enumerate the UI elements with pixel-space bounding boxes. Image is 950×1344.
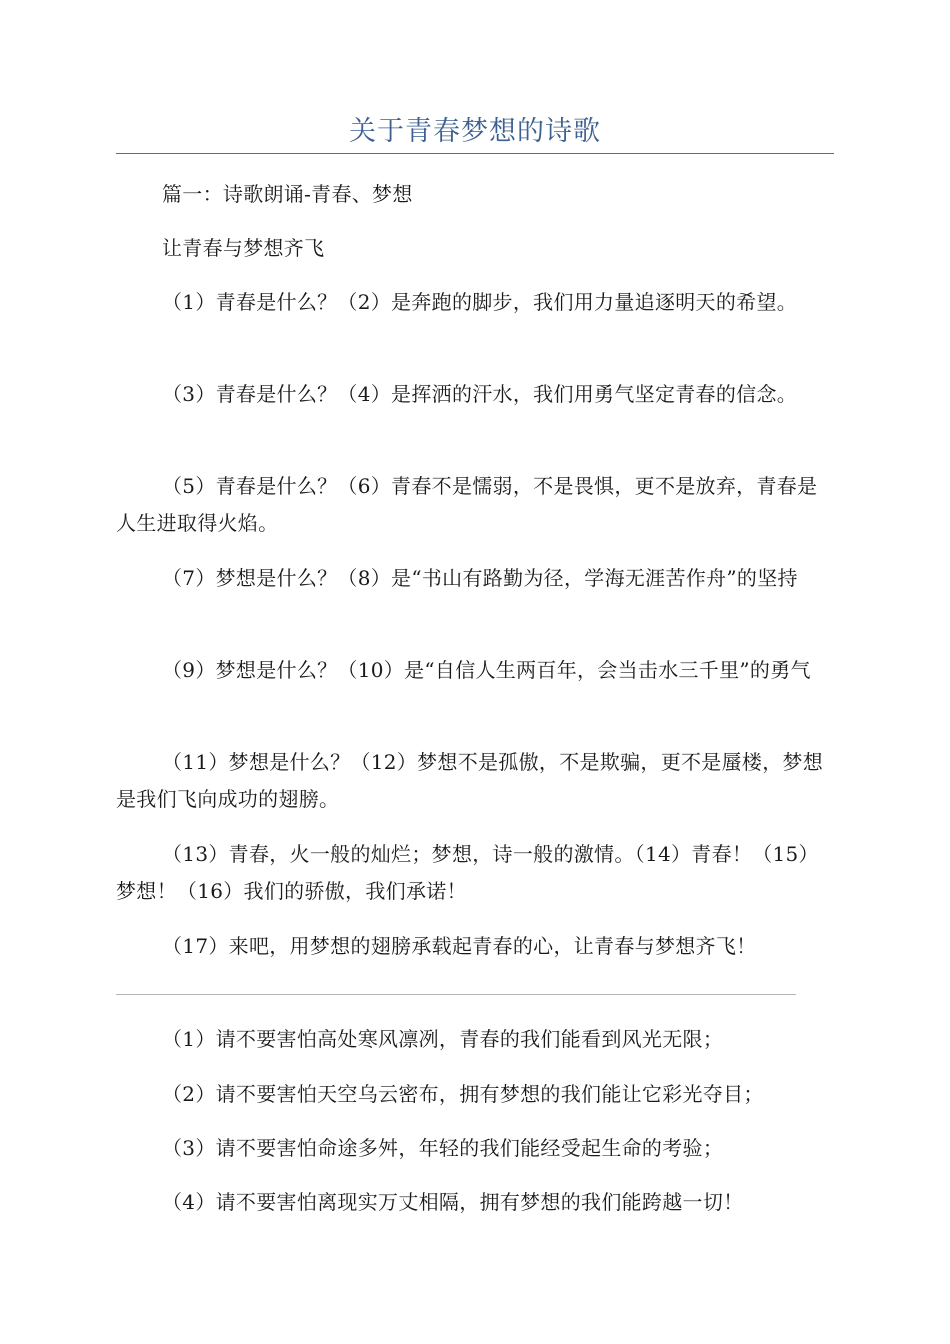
poem-line: （7）梦想是什么？（8）是“书山有路勤为径，学海无涯苦作舟”的坚持 xyxy=(162,566,798,590)
poem-line: （2）请不要害怕天空乌云密布，拥有梦想的我们能让它彩光夺目； xyxy=(162,1082,764,1106)
poem-line: （4）请不要害怕离现实万丈相隔，拥有梦想的我们能跨越一切！ xyxy=(162,1190,744,1214)
poem-line: （13）青春，火一般的灿烂；梦想，诗一般的激情。（14）青春！（15）梦想！（16）我们的骄傲，我们承诺！ xyxy=(116,842,819,903)
poem-line: （17）来吧，用梦想的翅膀承载起青春的心，让青春与梦想齐飞！ xyxy=(162,934,757,958)
document-title: 关于青春梦想的诗歌 xyxy=(349,116,601,147)
poem-line: （9）梦想是什么？（10）是“自信人生两百年，会当击水三千里”的勇气 xyxy=(162,658,811,682)
poem-line: （5）青春是什么？（6）青春不是懦弱，不是畏惧，更不是放弃，青春是人生进取得火焰。 xyxy=(116,474,818,535)
title-underline xyxy=(116,153,834,154)
poem-line: （11）梦想是什么？（12）梦想不是孤傲，不是欺骗，更不是蜃楼，梦想是我们飞向成功的翅膀。 xyxy=(116,750,824,811)
poem-line: （3）青春是什么？（4）是挥洒的汗水，我们用勇气坚定青春的信念。 xyxy=(162,382,798,406)
poem-line: （1）青春是什么？（2）是奔跑的脚步，我们用力量追逐明天的希望。 xyxy=(162,290,798,314)
poem-line: （1）请不要害怕高处寒风凛冽，青春的我们能看到风光无限； xyxy=(162,1027,724,1051)
poem-subtitle: 让青春与梦想齐飞 xyxy=(162,236,325,260)
section-separator xyxy=(116,994,796,995)
section-heading: 篇一：诗歌朗诵-青春、梦想 xyxy=(162,182,413,206)
poem-line: （3）请不要害怕命途多舛，年轻的我们能经受起生命的考验； xyxy=(162,1136,724,1160)
